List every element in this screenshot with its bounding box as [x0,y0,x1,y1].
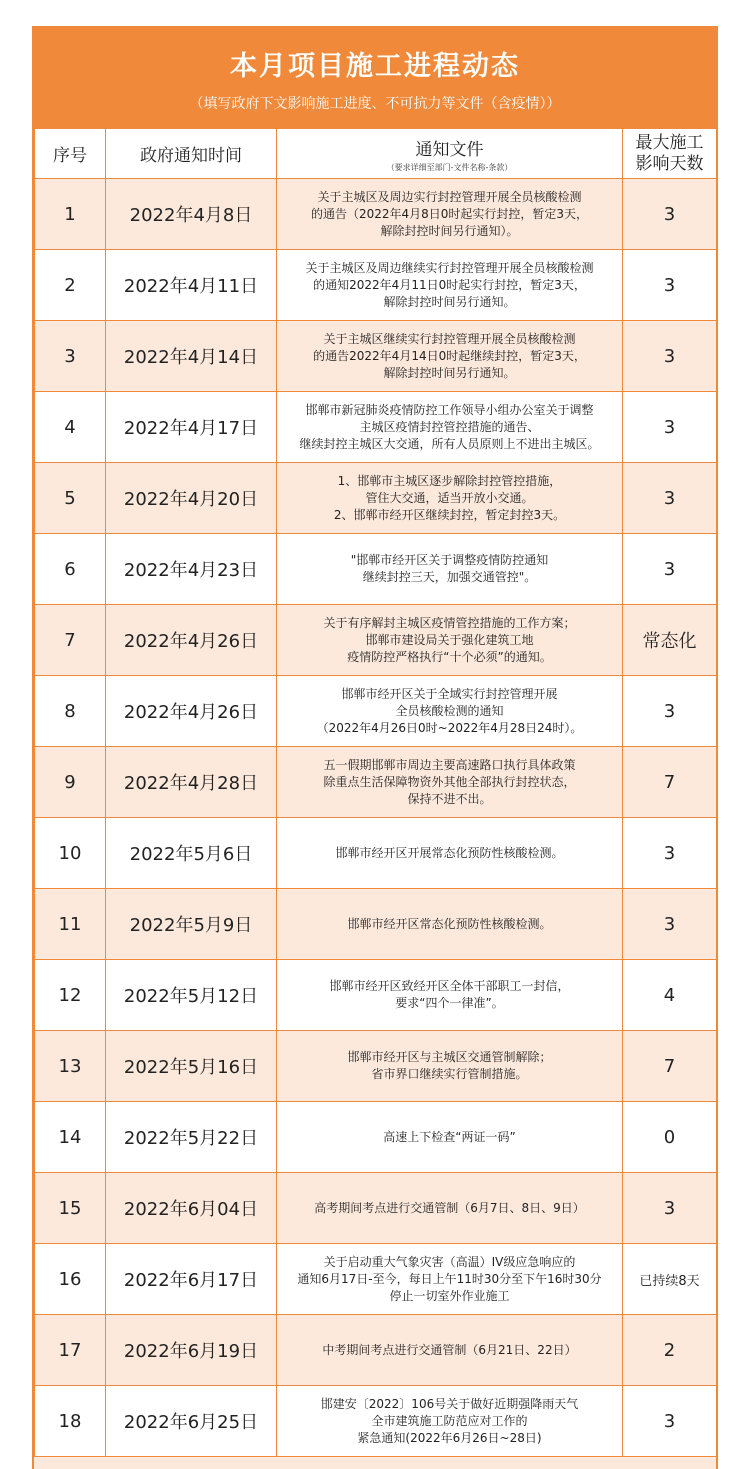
notice-document-line: 关于主城区及周边实行封控管理开展全员核酸检测 [317,189,582,204]
notice-document [277,1102,623,1173]
notice-document-line: （2022年4月26日0时~2022年4月28日24时）。 [316,720,583,735]
col-header-doc [277,129,623,179]
table-row [35,747,717,818]
row-number: 3 [35,321,106,392]
notice-date: 2022年4月23日 [106,534,277,605]
notice-document [277,392,623,463]
table-body [35,179,717,1457]
notice-date: 2022年4月8日 [106,179,277,250]
table-row [35,1386,717,1457]
impact-days: 2 [623,1315,717,1386]
notice-document-line: 邯建安〔2022〕106号关于做好近期强降雨天气 [320,1396,579,1411]
col-header-doc-note: （要求详细至部门-文件名称-条款） [386,162,513,172]
notice-document-line: 关于主城区继续实行封控管理开展全员核酸检测 [323,331,576,346]
notice-date: 2022年6月17日 [106,1244,277,1315]
table-row [35,1315,717,1386]
row-number: 17 [35,1315,106,1386]
notice-document-line: 高考期间考点进行交通管制（6月7日、8日、9日） [314,1200,585,1215]
notice-document-line: 五一假期邯郸市周边主要高速路口执行具体政策 [323,757,576,772]
notice-document-line: 1、邯郸市主城区逐步解除封控管控措施， [337,473,562,488]
notice-document-line: 管住大交通，适当开放小交通。 [365,490,534,505]
page-title: 本月项目施工进程动态 [230,51,520,82]
notice-document [277,179,623,250]
impact-days: 3 [623,676,717,747]
table-row [35,1244,717,1315]
notice-document-line: 的通知2022年4月11日0时起实行封控，暂定3天， [313,277,586,292]
notice-date: 2022年4月26日 [106,605,277,676]
impact-days: 7 [623,1031,717,1102]
row-number: 13 [35,1031,106,1102]
notice-document [277,250,623,321]
table-row [35,1102,717,1173]
table-row [35,960,717,1031]
notice-document [277,463,623,534]
notice-document-line: 要求“四个一律准”。 [395,996,504,1010]
notice-document-line: 解除封控时间另行通知。 [383,365,516,380]
notice-document [277,321,623,392]
notice-document-line: 邯郸市经开区关于全域实行封控管理开展 [341,686,558,701]
notice-document-line: 邯郸市新冠肺炎疫情防控工作领导小组办公室关于调整 [305,402,594,417]
notice-document-line: 中考期间考点进行交通管制（6月21日、22日） [322,1342,577,1357]
table-row [35,676,717,747]
table-row [35,179,717,250]
table-header-row [35,129,717,179]
row-number: 10 [35,818,106,889]
notice-date: 2022年4月26日 [106,676,277,747]
notice-document-line: 全员核酸检测的通知 [395,703,504,718]
notice-document [277,960,623,1031]
notice-date: 2022年6月19日 [106,1315,277,1386]
notice-document-line: 保持不进不出。 [407,791,492,806]
table-row [35,1031,717,1102]
notice-document [277,534,623,605]
row-number: 4 [35,392,106,463]
impact-days: 3 [623,818,717,889]
table-row [35,463,717,534]
notice-document [277,1315,623,1386]
notice-document-line: 疫情防控严格执行“十个必须”的通知。 [347,649,552,664]
notice-table [34,128,717,1457]
notice-document-line: 的通告2022年4月14日0时起继续封控，暂定3天， [313,348,586,363]
notice-date: 2022年6月04日 [106,1173,277,1244]
row-number: 6 [35,534,106,605]
notice-document-line: 高速上下检查“两证一码” [383,1129,516,1144]
row-number: 14 [35,1102,106,1173]
notice-document [277,1173,623,1244]
notice-document-line: 的通告（2022年4月8日0时起实行封控，暂定3天， [310,206,589,221]
impact-days: 3 [623,321,717,392]
row-number: 18 [35,1386,106,1457]
table-row [35,321,717,392]
row-number: 8 [35,676,106,747]
notice-date: 2022年5月22日 [106,1102,277,1173]
notice-document [277,676,623,747]
notice-document-line: 邯郸市建设局关于强化建筑工地 [365,632,534,647]
notice-document-line: 邯郸市经开区与主城区交通管制解除； [347,1050,552,1064]
notice-document-line: 邯郸市经开区致经开区全体干部职工一封信， [329,979,570,993]
notice-document-line: 关于启动重大气象灾害（高温）IV级应急响应的 [323,1254,576,1269]
impact-days: 3 [623,1173,717,1244]
impact-days: 3 [623,250,717,321]
notice-date: 2022年6月25日 [106,1386,277,1457]
impact-days: 4 [623,960,717,1031]
table-row [35,392,717,463]
panel-header [34,28,716,128]
table-row [35,534,717,605]
row-number: 16 [35,1244,106,1315]
notice-document-line: 通知6月17日-至今，每日上午11时30分至下午16时30分 [297,1271,602,1286]
impact-days: 已持续8天 [623,1244,717,1315]
notice-document-line: 2、邯郸市经开区继续封控，暂定封控3天。 [333,507,566,522]
notice-document-line: 邯郸市经开区常态化预防性核酸检测。 [347,916,552,931]
impact-days: 3 [623,889,717,960]
notice-document-line: 全市建筑施工防范应对工作的 [371,1413,528,1428]
notice-document-line: 省市界口继续实行管制措施。 [371,1067,528,1081]
row-number: 2 [35,250,106,321]
notice-document-line: 主城区疫情封控管控措施的通告、 [359,419,540,434]
row-number: 12 [35,960,106,1031]
notice-date: 2022年5月16日 [106,1031,277,1102]
notice-date: 2022年4月28日 [106,747,277,818]
notice-date: 2022年5月9日 [106,889,277,960]
impact-days: 3 [623,463,717,534]
table-row [35,818,717,889]
page-subtitle: （填写政府下文影响施工进度、不可抗力等文件（含疫情）） [189,96,561,112]
notice-document [277,1031,623,1102]
notice-date: 2022年4月20日 [106,463,277,534]
notice-document-line: 除重点生活保障物资外其他全部执行封控状态， [323,774,576,789]
row-number: 7 [35,605,106,676]
col-header-doc-label: 通知文件 [415,139,484,160]
col-header-days [623,129,717,179]
notice-document [277,1386,623,1457]
notice-document [277,1244,623,1315]
notice-date: 2022年4月17日 [106,392,277,463]
row-number: 5 [35,463,106,534]
row-number: 9 [35,747,106,818]
notice-date: 2022年4月14日 [106,321,277,392]
notice-document [277,605,623,676]
progress-panel [32,26,718,1469]
notice-document-line: 解除封控时间另行通知。 [383,294,516,309]
notice-document-line: 解除封控时间另行通知）。 [380,223,519,238]
notice-document [277,889,623,960]
notice-document-line: 邯郸市经开区开展常态化预防性核酸检测。 [335,845,564,860]
col-header-days-line1: 最大施工 [635,132,704,153]
notice-date: 2022年5月6日 [106,818,277,889]
notice-date: 2022年4月11日 [106,250,277,321]
notice-document-line: 关于主城区及周边继续实行封控管理开展全员核酸检测 [305,260,594,275]
notice-date: 2022年5月12日 [106,960,277,1031]
notice-document-line: 紧急通知(2022年6月26日~28日) [357,1430,542,1445]
row-number: 1 [35,179,106,250]
col-header-days-line2: 影响天数 [635,153,704,174]
col-header-no: 序号 [35,129,106,179]
impact-days: 3 [623,392,717,463]
notice-document-line: 继续封控三天，加强交通管控"。 [362,570,537,584]
notice-document [277,818,623,889]
impact-days: 7 [623,747,717,818]
table-row [35,250,717,321]
row-number: 15 [35,1173,106,1244]
table-row [35,889,717,960]
impact-days: 常态化 [623,605,717,676]
table-row [35,1173,717,1244]
impact-days: 0 [623,1102,717,1173]
table-row [35,605,717,676]
impact-days: 3 [623,534,717,605]
notice-document-line: 停止一切室外作业施工 [389,1288,510,1303]
col-header-date: 政府通知时间 [106,129,277,179]
impact-days: 3 [623,179,717,250]
notice-document-line: 关于有序解封主城区疫情管控措施的工作方案； [323,615,576,630]
notice-document-line: "邯郸市经开区关于调整疫情防控通知 [350,553,549,567]
notice-document [277,747,623,818]
row-number: 11 [35,889,106,960]
impact-days: 3 [623,1386,717,1457]
notice-document-line: 继续封控主城区大交通，所有人员原则上不进出主城区。 [299,436,600,451]
